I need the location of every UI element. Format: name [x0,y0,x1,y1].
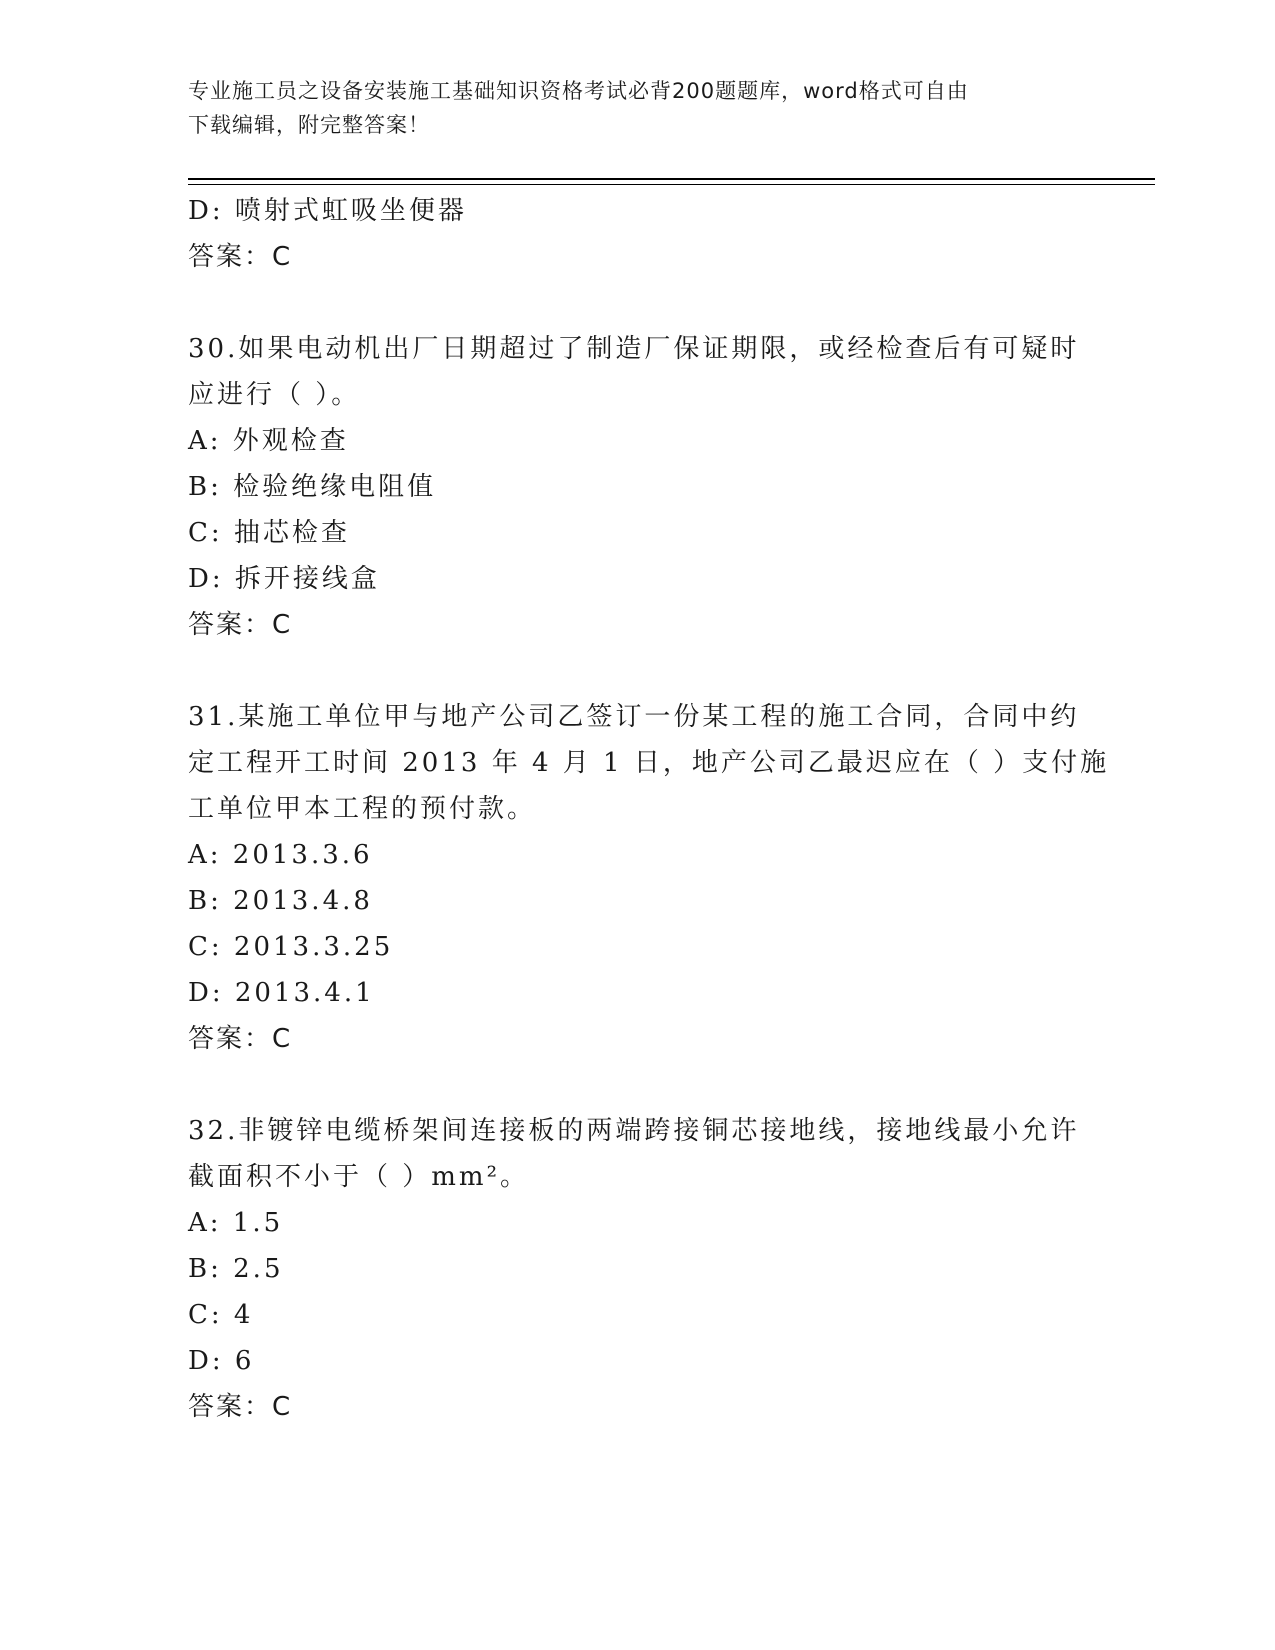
option-a: A: 2013.3.6 [188,840,373,870]
carry-over-answer: 答案：C [188,242,293,272]
option-c: C: 2013.3.25 [188,932,394,962]
question-stem [188,326,1088,418]
header-line-1: 专业施工员之设备安装施工基础知识资格考试必背200题题库，word格式可自由 [188,79,969,103]
option-a: A: 外观检查 [188,426,349,456]
option-b: B: 2013.4.8 [188,886,373,916]
header-rule-thick [188,178,1155,180]
question-block-31 [188,694,1110,1062]
option-b: B: 检验绝缘电阻值 [188,472,437,502]
document-header [188,74,1068,142]
stem-line: 32.非镀锌电缆桥架间连接板的两端跨接铜芯接地线，接地线最小允许 [188,1116,1080,1146]
question-stem [188,1108,1088,1200]
option-a: A: 1.5 [188,1208,284,1238]
stem-line: 截面积不小于（ ）mm²。 [188,1162,529,1192]
option-d: D: 6 [188,1346,255,1376]
header-line-2: 下载编辑，附完整答案！ [188,113,430,137]
option-c: C: 抽芯检查 [188,518,350,548]
option-d: D: 拆开接线盒 [188,564,380,594]
option-d: D: 2013.4.1 [188,978,375,1008]
answer-line: 答案：C [188,610,293,640]
option-b: B: 2.5 [188,1254,284,1284]
stem-line: 应进行（ ）。 [188,380,361,410]
question-block-30 [188,326,1088,648]
header-rule-thin [188,184,1155,185]
question-block-32 [188,1108,1088,1430]
stem-line: 31.某施工单位甲与地产公司乙签订一份某工程的施工合同，合同中约 [188,702,1080,732]
carry-over-option-d: D: 喷射式虹吸坐便器 [188,196,467,226]
question-stem [188,694,1110,832]
stem-line: 定工程开工时间 2013 年 4 月 1 日，地产公司乙最迟应在（ ）支付施 [188,748,1110,778]
answer-line: 答案：C [188,1024,293,1054]
answer-line: 答案：C [188,1392,293,1422]
option-c: C: 4 [188,1300,254,1330]
question-content [188,188,1110,1430]
stem-line: 工单位甲本工程的预付款。 [188,794,537,824]
stem-line: 30.如果电动机出厂日期超过了制造厂保证期限，或经检查后有可疑时 [188,334,1080,364]
